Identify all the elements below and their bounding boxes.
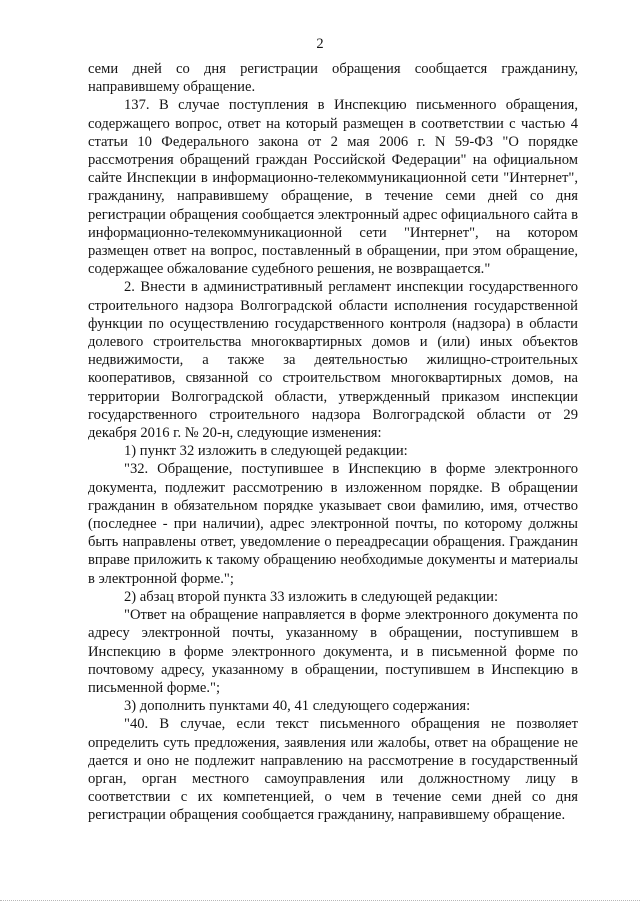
scan-edge-line: [0, 900, 640, 905]
paragraph-subitem-3: 3) дополнить пунктами 40, 41 следующего содержания:: [124, 698, 471, 715]
paragraph-continuation: семи дней со дня регистрации обращения сообщается гражданину, направившему обращение.: [88, 61, 578, 96]
paragraph-quote-32: "32. Обращение, поступившее в Инспекцию в форме электронного документа, подлежит рассмотрению в изложенном порядке. В обращении гражданин в обязательном порядке указывает свои фамилию, имя, отчество (последнее - при наличии), адрес электронной почты, по которому должны быть направлены ответ, уведомление о переадресации обращения. Гражданин вправе приложить к такому обращению необходимые документы и материалы в электронной форме.";: [88, 461, 578, 587]
paragraph-subitem-2: 2) абзац второй пункта 33 изложить в следующей редакции:: [124, 588, 499, 605]
paragraph-item-2: 2. Внести в административный регламент инспекции государственного строительного надзора Волгоградской области исполнения государственной функции по осуществлению государственного контроля (надзора) в области долевого строительства многоквартирных домов и (или) иных объектов недвижимости, а также за деятельностью жилищно-строительных кооперативов, связанной со строительством многоквартирных домов, на территории Волгоградской области, утвержденный приказом инспекции государственного строительного надзора Волгоградской области от 29 декабря 2016 г. № 20-н, следующие изменения:: [88, 279, 578, 442]
paragraph-137: 137. В случае поступления в Инспекцию письменного обращения, содержащего вопрос, ответ на который размещен в соответствии с частью 4 статьи 10 Федерального закона от 2 мая 2006 г. N 59-ФЗ "О порядке рассмотрения обращений граждан Российской Федерации" на официальном сайте Инспекции в информационно-телекоммуникационной сети "Интернет", гражданину, направившему обращение, в течение семи дней со дня регистрации обращения сообщается электронный адрес официального сайта в информационно-телекоммуникационной сети "Интернет", на котором размещен ответ на вопрос, поставленный в обращении, при этом обращение, содержащее обжалование судебного решения, не возвращается.": [88, 97, 578, 278]
paragraph-subitem-1: 1) пункт 32 изложить в следующей редакции:: [124, 443, 408, 460]
paragraph-quote-40: "40. В случае, если текст письменного обращения не позволяет определить суть предложения, заявления или жалобы, ответ на обращение не дается и оно не подлежит направлению на рассмотрение в государственный орган, орган местного самоуправления или должностному лицу в соответствии с их компетенцией, о чем в течение семи дней со дня регистрации обращения сообщается гражданину, направившему обращение.: [88, 716, 578, 824]
document-body: [88, 60, 578, 825]
page-number: 2: [316, 36, 324, 52]
paragraph-quote-33: "Ответ на обращение направляется в форме электронного документа по адресу электронной почты, указанному в обращении, поступившем в Инспекцию в форме электронного документа, и в письменной форме по почтовому адресу, указанному в обращении, поступившем в Инспекцию в письменной форме.";: [88, 607, 578, 696]
